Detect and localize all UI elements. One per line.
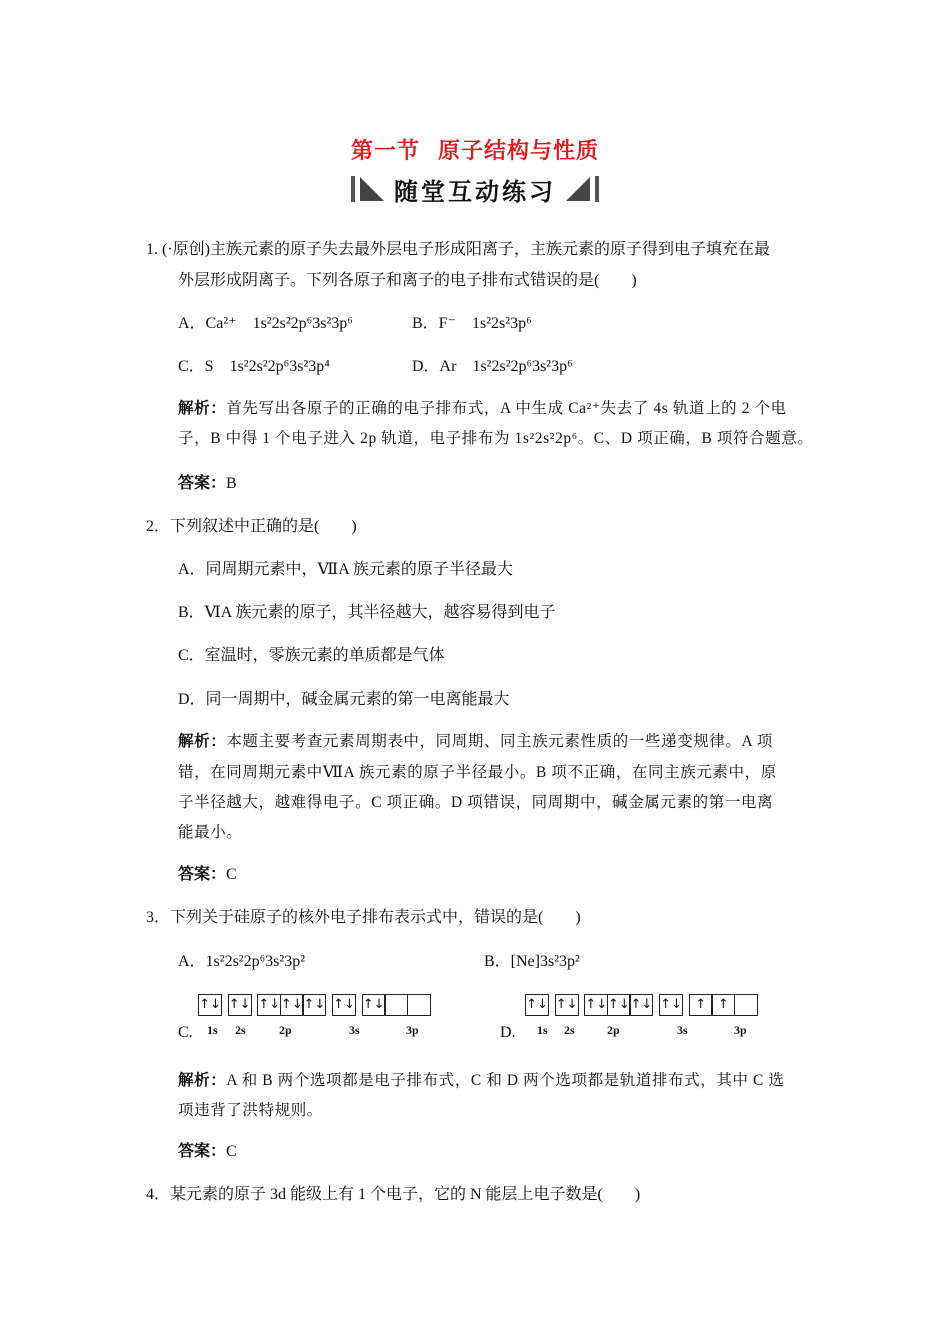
q1-stem-line2: 外层形成阴离子。下列各原子和离子的电子排布式错误的是( ) <box>178 272 637 289</box>
banner-bar-right <box>595 176 599 202</box>
d-orbital-group <box>689 994 757 1016</box>
d-orbital-group <box>659 994 682 1016</box>
c-orbital-group <box>332 994 355 1016</box>
d-orbital-group <box>525 994 548 1016</box>
q3-option-d-label: D. <box>500 1024 516 1041</box>
q2-analysis-line3: 子半径越大，越难得电子。C 项正确。D 项错误，同周期中，碱金属元素的第一电离 <box>178 794 774 811</box>
q1-answer <box>178 470 237 493</box>
q2-stem: 2．下列叙述中正确的是( ) <box>146 518 357 535</box>
q1-answer-value: B <box>226 475 237 492</box>
orbital-boxes-c <box>198 994 436 1016</box>
q1-analysis-text1: 首先写出各原子的正确的电子排布式，A 中生成 Ca²⁺失去了 4s 轨道上的 2 个电 <box>226 400 787 417</box>
q3-orbital-diagram-c <box>198 994 436 1016</box>
q3-answer-label: 答案： <box>178 1143 227 1160</box>
d-orbital-box: ↑↓ <box>607 994 631 1016</box>
c-orbital-box: ↑↓ <box>257 994 281 1016</box>
q3-stem: 3．下列关于硅原子的核外电子排布表示式中，错误的是( ) <box>146 909 581 926</box>
d-orbital-box: ↑ <box>711 994 735 1016</box>
q3-analysis-text1: A 和 B 两个选项都是电子排布式，C 和 D 两个选项都是轨道排布式，其中 C 选 <box>226 1072 785 1089</box>
q2-answer <box>178 861 237 884</box>
q3-c-label-2s: 2s <box>235 1023 246 1037</box>
c-orbital-box: ↑↓ <box>362 994 386 1016</box>
d-orbital-box <box>734 994 758 1016</box>
c-orbital-group <box>228 994 251 1016</box>
q3-answer-value: C <box>226 1143 237 1160</box>
q3-analysis-label: 解析： <box>178 1072 227 1089</box>
section-title <box>0 134 950 165</box>
q1-option-d: D．Ar 1s²2s²2p⁶3s²3p⁶ <box>412 358 573 375</box>
banner-triangle-right-icon <box>566 177 590 201</box>
orbital-boxes-d <box>525 994 763 1016</box>
d-orbital-box: ↑↓ <box>659 994 683 1016</box>
q2-analysis-text1: 本题主要考查元素周期表中，同周期、同主族元素性质的一些递变规律。A 项 <box>226 733 774 750</box>
q3-option-b: B．[Ne]3s²3p² <box>484 953 580 970</box>
d-orbital-box: ↑ <box>689 994 713 1016</box>
d-orbital-box: ↑↓ <box>584 994 608 1016</box>
q1-answer-label: 答案： <box>178 475 227 492</box>
c-orbital-box <box>384 994 408 1016</box>
q3-c-label-3p: 3p <box>406 1023 419 1037</box>
exercise-banner <box>0 172 950 206</box>
c-orbital-group <box>362 994 430 1016</box>
q2-answer-label: 答案： <box>178 866 227 883</box>
q2-option-a: A．同周期元素中，ⅦA 族元素的原子半径最大 <box>178 561 513 578</box>
section-number: 第一节 <box>350 138 420 163</box>
d-orbital-group <box>555 994 578 1016</box>
q2-analysis-line1 <box>178 729 773 751</box>
c-orbital-box <box>407 994 431 1016</box>
c-orbital-box: ↑↓ <box>332 994 356 1016</box>
q2-option-c: C．室温时，零族元素的单质都是气体 <box>178 647 445 664</box>
q1-analysis-line1 <box>178 396 787 418</box>
q1-option-a: A．Ca²⁺ 1s²2s²2p⁶3s²3p⁶ <box>178 315 353 332</box>
q3-analysis-line1 <box>178 1068 785 1090</box>
c-orbital-box: ↑↓ <box>228 994 252 1016</box>
q3-d-label-1s: 1s <box>537 1023 548 1037</box>
q3-d-label-3s: 3s <box>677 1023 688 1037</box>
q2-analysis-line4: 能最小。 <box>178 824 243 841</box>
q2-analysis-label: 解析： <box>178 733 227 750</box>
q3-d-label-2p: 2p <box>607 1023 620 1037</box>
q3-c-label-3s: 3s <box>349 1023 360 1037</box>
q3-c-label-1s: 1s <box>207 1023 218 1037</box>
q3-d-label-2s: 2s <box>564 1023 575 1037</box>
section-name: 原子结构与性质 <box>438 138 600 163</box>
q3-analysis-line2: 项违背了洪特规则。 <box>178 1102 323 1119</box>
banner-text: 随堂互动练习 <box>394 177 556 206</box>
q1-option-b: B．F⁻ 1s²2s²3p⁶ <box>412 315 532 332</box>
c-orbital-box: ↑↓ <box>302 994 326 1016</box>
c-orbital-box: ↑↓ <box>198 994 222 1016</box>
q1-analysis-line2: 子，B 中得 1 个电子进入 2p 轨道，电子排布为 1s²2s²2p⁶。C、D 项正确，B 项符合题意。 <box>178 430 814 447</box>
banner-triangle-left-icon <box>360 177 384 201</box>
q3-option-c-label: C. <box>178 1024 193 1041</box>
q4-stem: 4．某元素的原子 3d 能级上有 1 个电子，它的 N 能层上电子数是( ) <box>146 1186 641 1203</box>
c-orbital-group <box>257 994 325 1016</box>
q3-orbital-diagram-d <box>525 994 763 1016</box>
q2-answer-value: C <box>226 866 237 883</box>
d-orbital-box: ↑↓ <box>555 994 579 1016</box>
q3-d-label-3p: 3p <box>734 1023 747 1037</box>
c-orbital-group <box>198 994 221 1016</box>
q1-analysis-label: 解析： <box>178 400 227 417</box>
q2-analysis-line2: 错，在同周期元素中ⅦA 族元素的原子半径最小。B 项不正确，在同主族元素中，原 <box>178 764 777 781</box>
q2-option-d: D．同一周期中，碱金属元素的第一电离能最大 <box>178 691 510 708</box>
q3-option-a: A．1s²2s²2p⁶3s²3p² <box>178 953 306 970</box>
q3-answer <box>178 1138 237 1161</box>
q2-option-b: B．ⅥA 族元素的原子，其半径越大，越容易得到电子 <box>178 604 556 621</box>
q3-c-label-2p: 2p <box>279 1023 292 1037</box>
q1-option-c: C．S 1s²2s²2p⁶3s²3p⁴ <box>178 358 330 375</box>
d-orbital-box: ↑↓ <box>525 994 549 1016</box>
c-orbital-box: ↑↓ <box>280 994 304 1016</box>
d-orbital-group <box>584 994 652 1016</box>
q1-stem-line1: 1. (·原创)主族元素的原子失去最外层电子形成阳离子，主族元素的原子得到电子填充在最 <box>146 241 770 258</box>
d-orbital-box: ↑↓ <box>629 994 653 1016</box>
banner-bar-left <box>351 176 355 202</box>
